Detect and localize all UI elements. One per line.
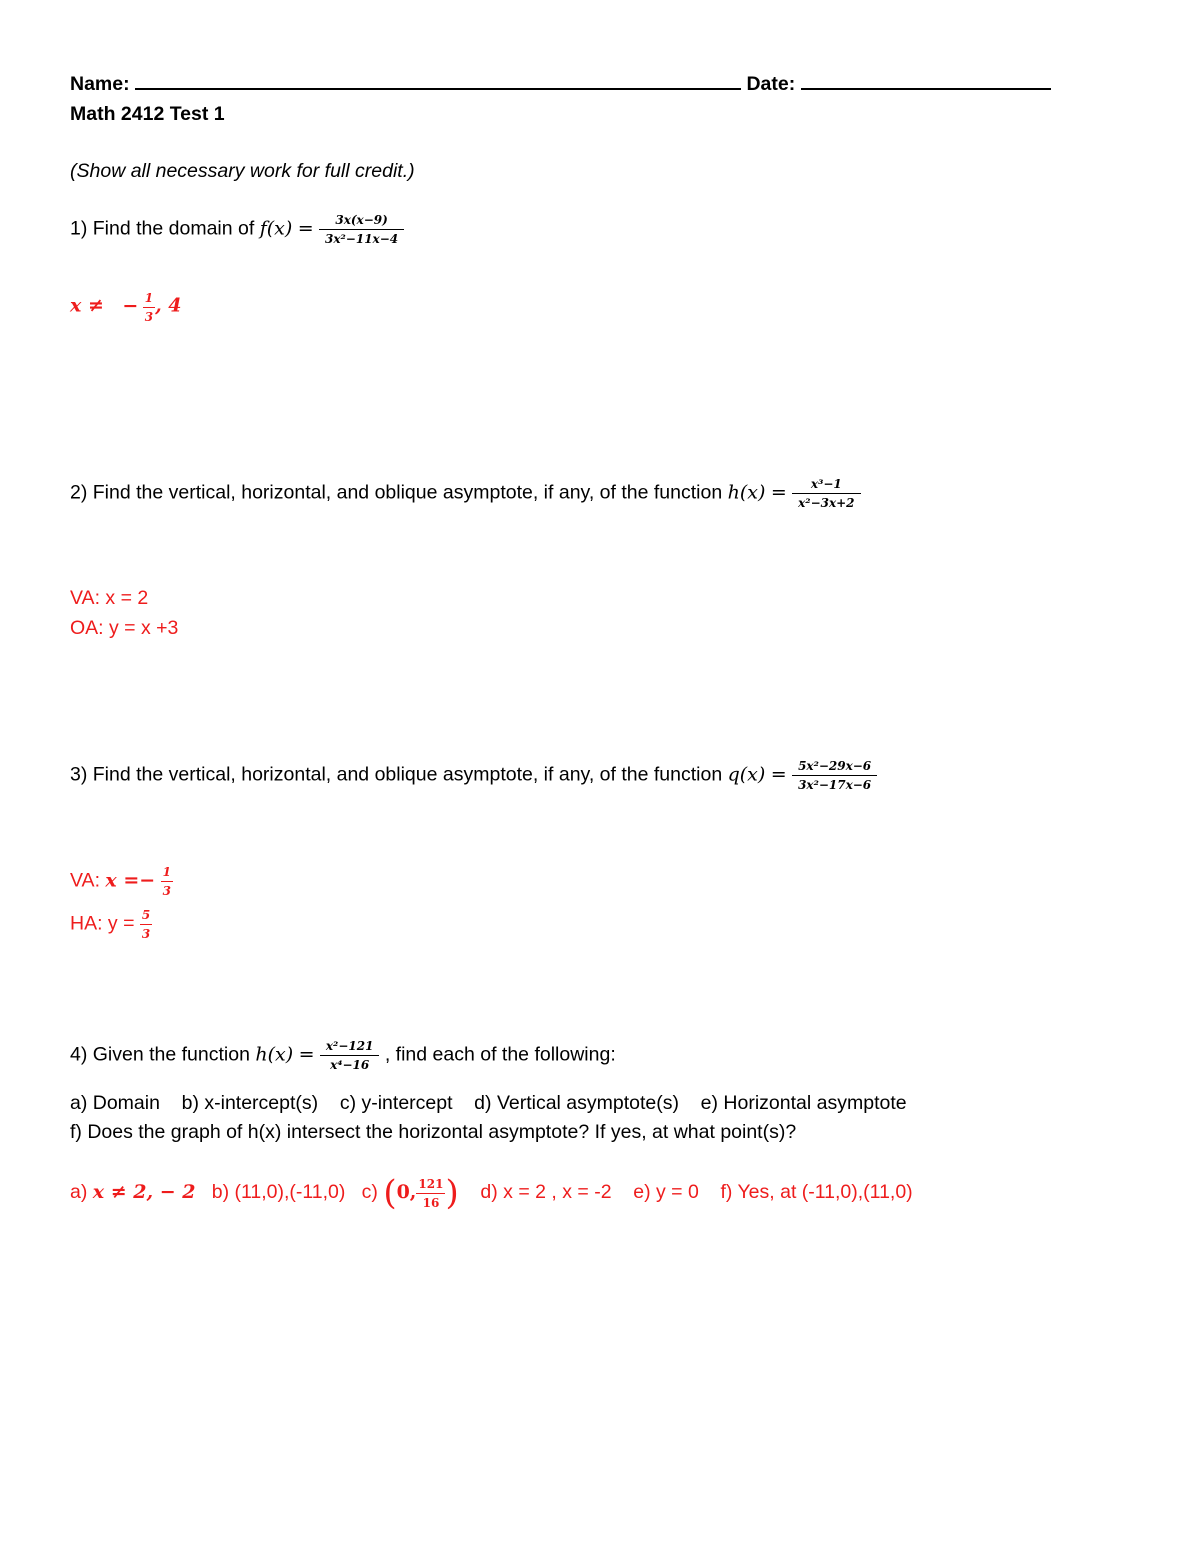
q1-answer-den: 3 bbox=[144, 310, 154, 324]
q3-ha-num: 5 bbox=[140, 909, 152, 925]
q3-function: q(x) bbox=[727, 763, 766, 786]
q4-fraction bbox=[320, 1040, 380, 1071]
q1-answer-fraction bbox=[143, 292, 155, 323]
q3-va-num: 1 bbox=[161, 866, 173, 882]
q4-ans-b: b) (11,0),(-11,0) bbox=[211, 1181, 346, 1204]
q2-numerator: x³−1 bbox=[792, 478, 860, 494]
q1-equals: = bbox=[297, 217, 314, 240]
left-paren-glyph: ( bbox=[383, 1173, 397, 1213]
q2-denominator: x²−3x+2 bbox=[798, 496, 855, 510]
q3-equals: = bbox=[770, 763, 787, 786]
q2-answer-oa: OA: y = x +3 bbox=[70, 617, 179, 639]
q2-function: h(x) bbox=[727, 481, 766, 504]
question-2 bbox=[70, 478, 861, 509]
q3-ha-label: HA: y = bbox=[70, 912, 135, 935]
q4-parts-line-1: a) Domain b) x-intercept(s) c) y-intercept d) Vertical asymptote(s) e) Horizontal asymptote bbox=[70, 1092, 907, 1114]
date-blank[interactable] bbox=[801, 74, 1051, 90]
q4-ans-a-expr: x ≠ 2, − 2 bbox=[92, 1181, 196, 1204]
q3-va-label: VA: bbox=[70, 869, 100, 892]
q1-numerator: 3x(x−9) bbox=[319, 214, 404, 230]
q3-prompt: 3) Find the vertical, horizontal, and oblique asymptote, if any, of the function bbox=[70, 763, 723, 786]
q4-ans-c-num: 121 bbox=[416, 1178, 445, 1194]
q2-prompt: 2) Find the vertical, horizontal, and oblique asymptote, if any, of the function bbox=[70, 481, 723, 504]
q2-equals: = bbox=[770, 481, 787, 504]
q4-prompt-start: 4) Given the function bbox=[70, 1043, 250, 1066]
right-paren-glyph: ) bbox=[445, 1173, 459, 1213]
q3-numerator: 5x²−29x−6 bbox=[792, 760, 877, 776]
q1-answer-minus: − bbox=[122, 294, 139, 317]
q4-prompt-end: , find each of the following: bbox=[384, 1043, 616, 1066]
q2-fraction bbox=[792, 478, 860, 509]
question-3 bbox=[70, 760, 877, 791]
q4-answers bbox=[70, 1173, 913, 1213]
q3-va-fraction bbox=[161, 866, 173, 897]
q4-ans-c-label: c) bbox=[361, 1181, 378, 1204]
q4-numerator: x²−121 bbox=[320, 1040, 380, 1056]
q4-function: h(x) bbox=[255, 1043, 294, 1066]
q3-answer-va bbox=[70, 866, 173, 897]
q3-denominator: 3x²−17x−6 bbox=[798, 778, 872, 792]
q3-va-den: 3 bbox=[162, 884, 171, 898]
course-title: Math 2412 Test 1 bbox=[70, 103, 225, 125]
q3-fraction bbox=[792, 760, 877, 791]
q4-ans-a-label: a) bbox=[70, 1181, 88, 1204]
question-4 bbox=[70, 1040, 616, 1071]
question-1 bbox=[70, 214, 404, 245]
q4-ans-c-den: 16 bbox=[422, 1195, 440, 1210]
q3-ha-den: 3 bbox=[141, 927, 151, 941]
instructions: (Show all necessary work for full credit.) bbox=[70, 160, 415, 182]
name-label: Name: bbox=[70, 73, 130, 95]
q4-parts-line-2: f) Does the graph of h(x) intersect the horizontal asymptote? If yes, at what point(s)? bbox=[70, 1121, 797, 1143]
q1-answer bbox=[70, 292, 182, 323]
q2-answer-va: VA: x = 2 bbox=[70, 587, 149, 609]
header-line bbox=[70, 73, 1051, 96]
q1-denominator: 3x²−11x−4 bbox=[325, 232, 399, 246]
q3-answer-ha bbox=[70, 909, 152, 940]
q4-ans-c-x: 0, bbox=[396, 1181, 417, 1204]
q1-answer-num: 1 bbox=[143, 292, 155, 308]
q1-fraction bbox=[319, 214, 404, 245]
name-blank[interactable] bbox=[135, 74, 741, 90]
q1-answer-lhs: x ≠ bbox=[70, 294, 104, 317]
q1-prompt: 1) Find the domain of bbox=[70, 217, 255, 240]
q3-va-expr: x =− bbox=[105, 869, 156, 892]
q1-answer-rest: , 4 bbox=[155, 294, 182, 317]
q4-equals: = bbox=[298, 1043, 315, 1066]
q3-ha-fraction bbox=[140, 909, 152, 940]
q4-ans-rest: d) x = 2 , x = -2 e) y = 0 f) Yes, at (-11,0),(11,0) bbox=[480, 1181, 913, 1204]
q4-denominator: x⁴−16 bbox=[330, 1058, 370, 1072]
q4-ans-c-fraction bbox=[416, 1178, 445, 1209]
date-label: Date: bbox=[746, 73, 796, 95]
q1-function: f(x) bbox=[259, 217, 293, 240]
